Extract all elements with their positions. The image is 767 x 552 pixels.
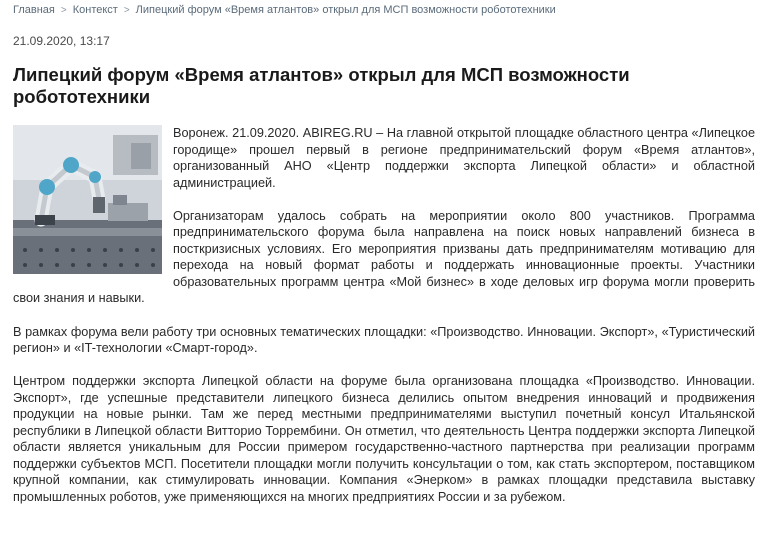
article-paragraph: В рамках форума вели работу три основных тематических площадки: «Производство. Инновации. Экспорт», «Туристический регион» и «IT-технологии «Смарт-город».: [13, 324, 755, 356]
article-paragraph: Центром поддержки экспорта Липецкой области на форуме была организована площадка «Производство. Инновации. Экспорт», где успешные представители липецкого бизнеса делились опытом внедрения инноваций и продвижения продукции на новые рынки. Там же перед местными предпринимателями выступил почетный консул Итальянской республики в Липецкой области Витторио Торрембини. Он отметил, что деятельность Центра поддержки экспорта Липецкой области является уникальным для России примером государственно-частного партнерства при реализации программ поддержки субъектов МСП. Посетители площадки могли получить консультации о том, как стать экспортером, поставщиком крупной компании, как стимулировать инновации. Компания «Энерком» в рамках площадки представила выставку промышленных роботов, уже применяющихся на многих предприятиях России и за рубежом.: [13, 374, 755, 505]
article-date: 21.09.2020, 13:17: [13, 34, 110, 48]
breadcrumb-separator-icon: >: [123, 4, 130, 16]
breadcrumb: [13, 3, 556, 17]
article-body: [13, 125, 755, 522]
robot-arm-image: [13, 125, 162, 274]
breadcrumb-context-link[interactable]: Контекст: [72, 4, 118, 16]
breadcrumb-separator-icon: >: [60, 4, 67, 16]
article-photo: [13, 125, 162, 274]
breadcrumb-home-link[interactable]: Главная: [13, 4, 55, 16]
breadcrumb-current: Липецкий форум «Время атлантов» открыл для МСП возможности робототехники: [135, 4, 556, 16]
article-paragraph: Организаторам удалось собрать на мероприятии около 800 участников. Программа предпринимательского форума была направлена на поиск новых направлений бизнеса в посткризисных условиях. Его мероприятия призваны дать предпринимателям мотивацию для перехода на новый формат работы и поддержать инновационные проекты. Участники образовательных программ центра «Мой бизнес» в ходе деловых игр форума могли проверить свои знания и навыки.: [13, 208, 755, 306]
article-paragraph: Воронеж. 21.09.2020. ABIREG.RU – На главной открытой площадке областного центра «Липецкое городище» прошел первый в регионе предпринимательский форум «Время атлантов», организованный АНО «Центр поддержки экспорта Липецкой области» и областной администрацией.: [173, 126, 755, 190]
article-title: Липецкий форум «Время атлантов» открыл для МСП возможности робототехники: [13, 64, 630, 107]
